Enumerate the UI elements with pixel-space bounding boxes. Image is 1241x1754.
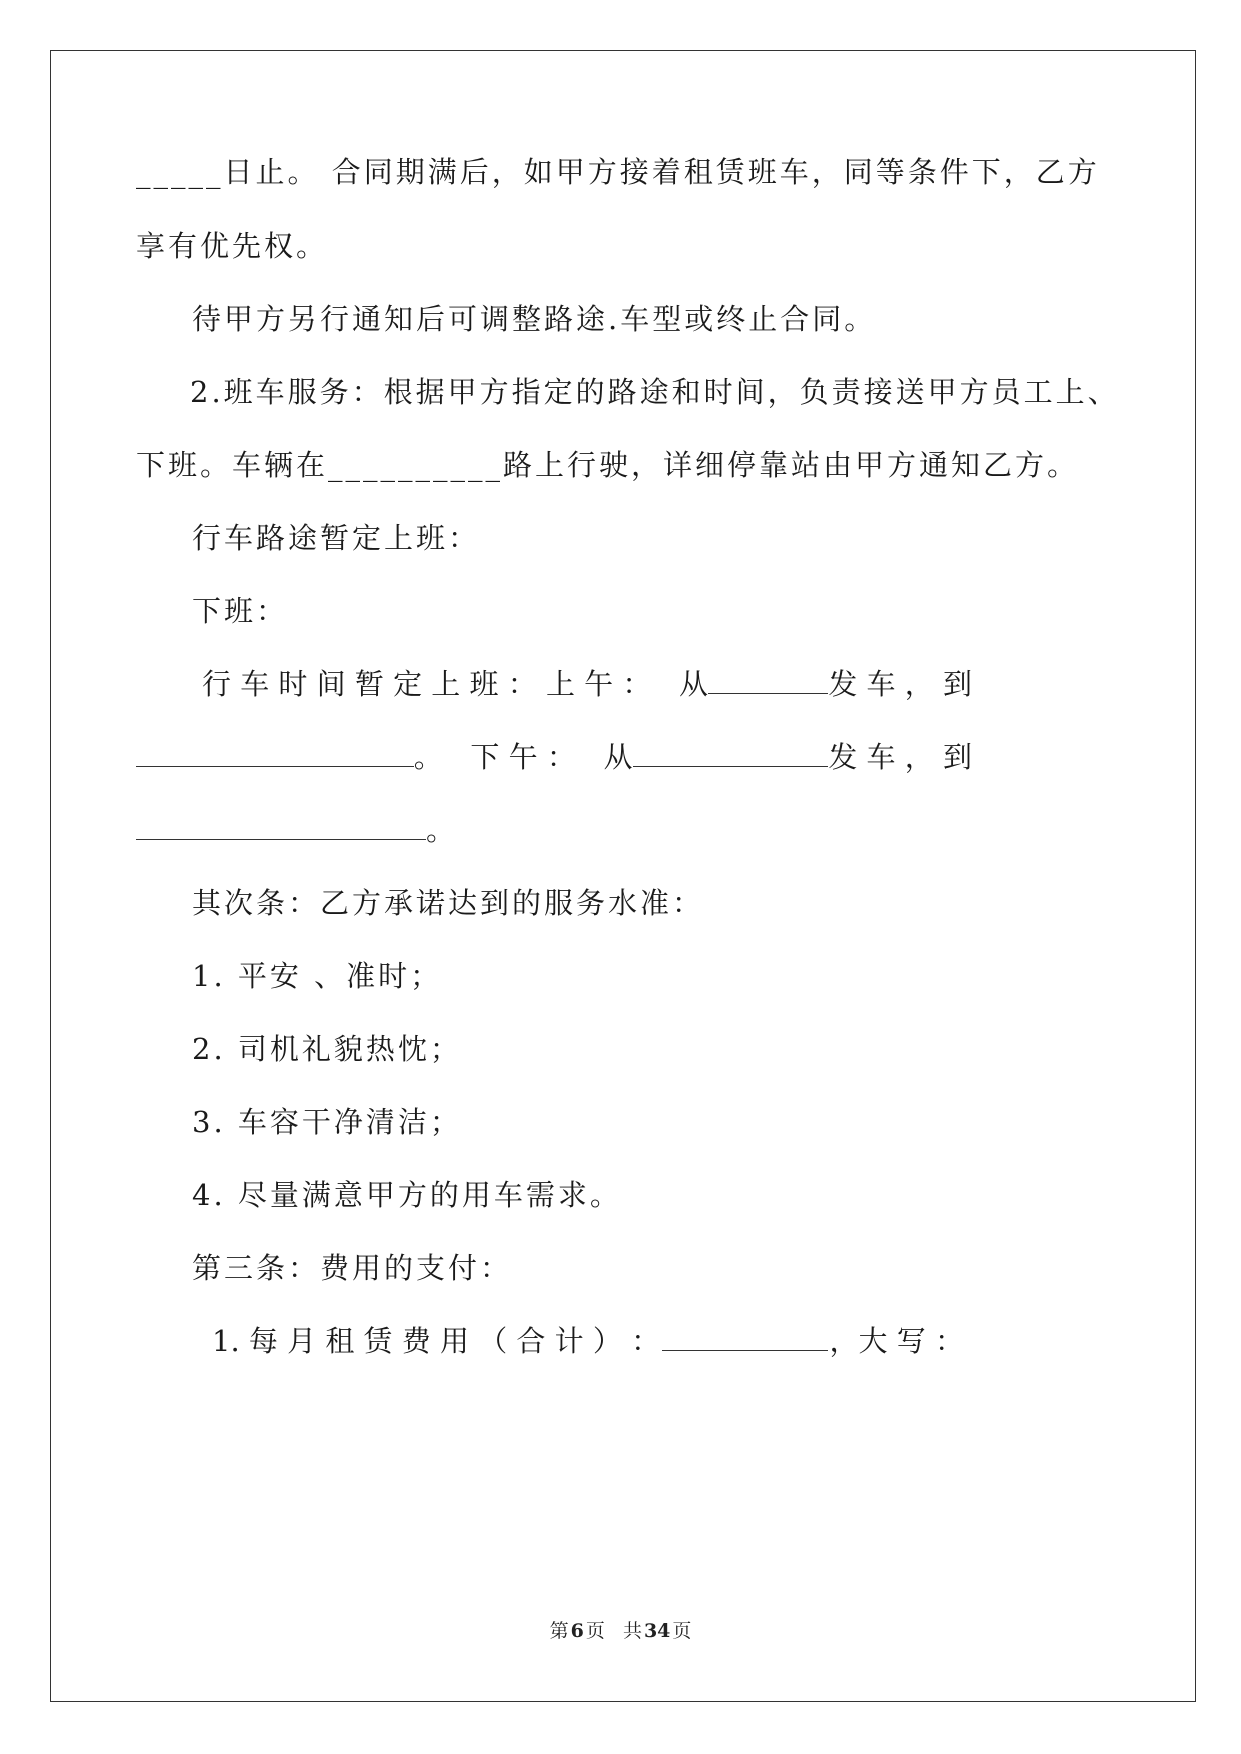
line-text: 发 车 ， 到 (828, 740, 972, 774)
paragraph-line: 第三条：费用的支付： (192, 1251, 513, 1285)
line-text: ，大 写 ： (829, 1324, 964, 1358)
total-pages: 34 (643, 1620, 671, 1642)
list-item: 3. 车容干净清洁； (192, 1105, 462, 1139)
line-text: 日止。 合同期满后，如甲方接着租赁班车，同等条件下，乙方 (223, 155, 1100, 189)
paragraph-line (202, 664, 972, 704)
paragraph-line (136, 737, 972, 777)
paragraph-line (212, 1321, 964, 1361)
line-text: 下班。车辆在 (136, 448, 329, 482)
footer-text: 页 (672, 1620, 692, 1642)
fill-blank (136, 813, 426, 840)
paragraph-line: 享有优先权。 (136, 229, 329, 263)
footer-text: 第 (549, 1620, 569, 1642)
paragraph-line: 行车路途暂定上班： (192, 521, 481, 555)
list-item: 1. 平安 、准时； (192, 959, 443, 993)
paragraph-line: 2.班车服务：根据甲方指定的路途和时间，负责接送甲方员工上、 (190, 375, 1120, 409)
list-item: 4. 尽量满意甲方的用车需求。 (192, 1178, 622, 1212)
paragraph-line (136, 152, 1100, 192)
fill-blank (136, 740, 414, 767)
footer-text: 页 共 (585, 1620, 642, 1642)
list-item: 2. 司机礼貌热忱； (192, 1032, 462, 1066)
page-border (50, 50, 1196, 1702)
line-text: 路上行驶，详细停靠站由甲方通知乙方。 (503, 448, 1080, 482)
line-text: 行 车 时 间 暂 定 上 班 ： 上 午 ： 从 (202, 667, 709, 701)
line-text: 发 车 ， 到 (828, 667, 972, 701)
line-text: 1. 每 月 租 赁 费 用 （ 合 计 ） ： (212, 1324, 661, 1358)
paragraph-line (136, 445, 1079, 485)
line-text: 。 下 午 ： 从 (413, 740, 633, 774)
page-footer (0, 1616, 1241, 1643)
blank-text: __________ (328, 448, 504, 482)
fill-blank (633, 740, 829, 767)
paragraph-line (136, 810, 458, 850)
page-number: 6 (570, 1620, 584, 1642)
line-text: 。 (426, 813, 459, 847)
fill-blank (708, 667, 828, 694)
blank-text: _____ (136, 155, 224, 189)
fill-blank (662, 1324, 828, 1351)
paragraph-line: 下班： (192, 594, 289, 628)
paragraph-line: 待甲方另行通知后可调整路途.车型或终止合同。 (192, 302, 877, 336)
paragraph-line: 其次条：乙方承诺达到的服务水准： (192, 886, 705, 920)
